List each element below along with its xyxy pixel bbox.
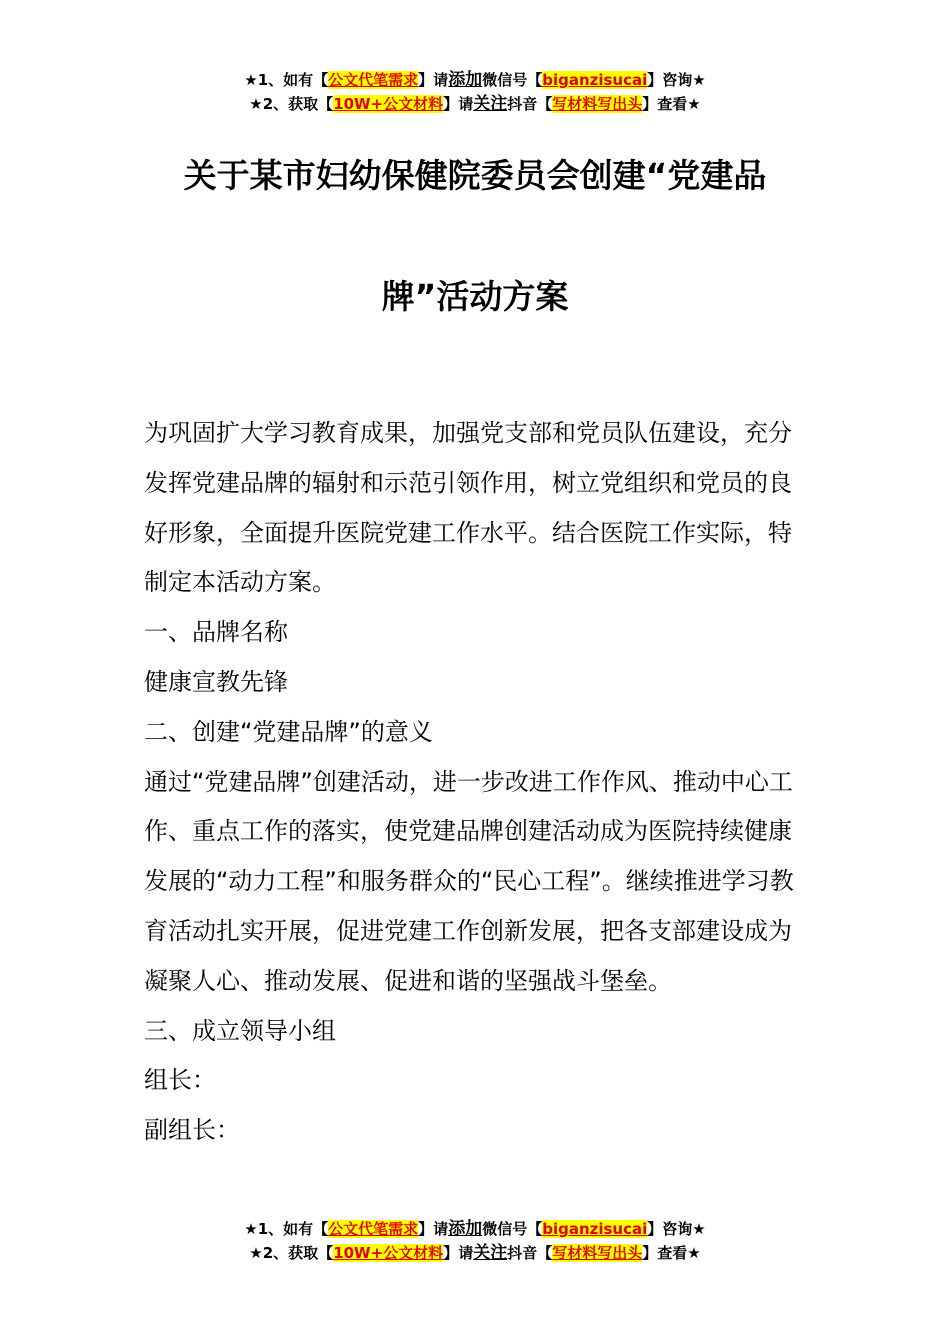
promo-text: 】请 [418,71,449,89]
doc-title-line-1: 关于某市妇幼保健院委员会创建“党建品 [183,156,767,195]
promo-douyin-id: 写材料写出头 [552,1244,643,1262]
promo-emphasis: 添加 [448,70,483,90]
promo-text: 】咨询 [647,1220,693,1238]
star-icon: ★ [687,1244,701,1262]
promo-line-2 [0,92,950,116]
promo-text: 】查看 [642,1244,688,1262]
promo-text: 1、如有【 [257,71,329,89]
promo-line-1 [0,68,950,92]
star-icon: ★ [687,95,701,113]
star-icon: ★ [244,1220,258,1238]
promo-douyin-id: 写材料写出头 [552,95,643,113]
promo-text: 】咨询 [647,71,693,89]
doc-title-line-2: 牌”活动方案 [381,277,569,316]
promo-highlight: 公文代笔需求 [328,71,419,89]
promo-highlight: 公文代笔需求 [328,1220,419,1238]
paragraph: 健康宣教先锋 [144,667,288,696]
promo-line-2 [0,1241,950,1265]
promo-text: 】请 [418,1220,449,1238]
promo-line-1 [0,1217,950,1241]
promo-text: 微信号【 [482,1220,543,1238]
promo-emphasis: 关注 [473,1243,508,1263]
heading-2: 二、创建“党建品牌”的意义 [144,717,433,746]
star-icon: ★ [692,71,706,89]
star-icon: ★ [249,95,263,113]
doc-body [144,409,809,1156]
promo-emphasis: 关注 [473,94,508,114]
star-icon: ★ [244,71,258,89]
paragraph-intro: 为巩固扩大学习教育成果，加强党支部和党员队伍建设，充分发挥党建品牌的辐射和示范引领作用，树立党组织和党员的良好形象，全面提升医院党建工作水平。结合医院工作实际，特制定本活动方案。 [144,419,792,597]
promo-highlight: 10W+公文材料 [333,95,444,113]
promo-text: 】请 [443,95,474,113]
promo-wechat-id: biganzisucai [542,1220,648,1238]
heading-1: 一、品牌名称 [144,618,288,647]
promo-highlight: 10W+公文材料 [333,1244,444,1262]
star-icon: ★ [249,1244,263,1262]
paragraph: 通过“党建品牌”创建活动，进一步改进工作作风、推动中心工作、重点工作的落实，使党建品牌创建活动成为医院持续健康发展的“动力工程”和服务群众的“民心工程”。继续推进学习教育活动扎实开展，促进党建工作创新发展，把各支部建设成为凝聚人心、推动发展、促进和谐的坚强战斗堡垒。 [144,767,794,995]
promo-emphasis: 添加 [448,1219,483,1239]
promo-text: 抖音【 [507,1244,553,1262]
star-icon: ★ [692,1220,706,1238]
promo-text: 2、获取【 [262,95,334,113]
heading-3: 三、成立领导小组 [144,1016,336,1045]
promo-wechat-id: biganzisucai [542,71,648,89]
promo-text: 抖音【 [507,95,553,113]
promo-text: 】查看 [642,95,688,113]
paragraph: 组长： [144,1066,216,1095]
promo-text: 】请 [443,1244,474,1262]
paragraph: 副组长： [144,1116,240,1145]
promo-text: 1、如有【 [257,1220,329,1238]
promo-text: 2、获取【 [262,1244,334,1262]
promo-text: 微信号【 [482,71,543,89]
